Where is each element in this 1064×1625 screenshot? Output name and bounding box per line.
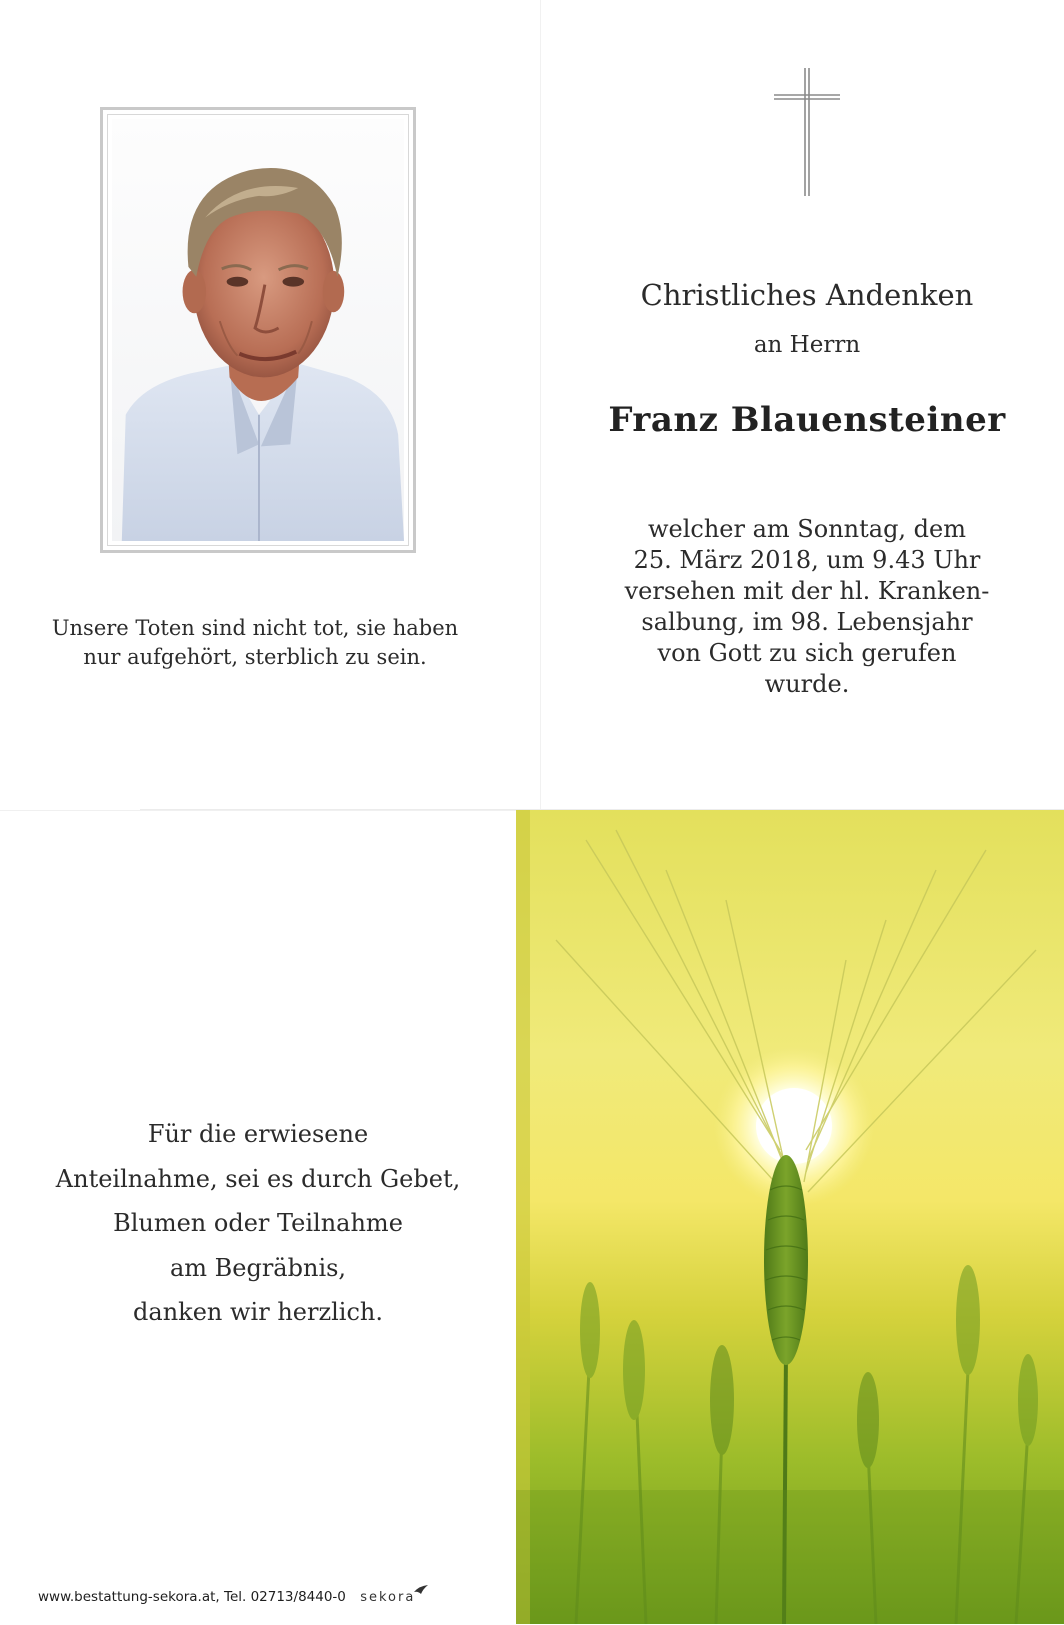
wheat-field-image (516, 810, 1064, 1624)
details-line: 25. März 2018, um 9.43 Uhr (633, 546, 981, 574)
portrait-photo (112, 119, 404, 541)
footer (38, 1589, 508, 1605)
details-line: versehen mit der hl. Kranken- (624, 577, 990, 605)
details-line: von Gott zu sich gerufen (657, 639, 957, 667)
thanks-line: am Begräbnis, (169, 1253, 347, 1282)
thanks-line: Blumen oder Teilnahme (113, 1209, 403, 1237)
thanks-line: Anteilnahme, sei es durch Gebet, (55, 1164, 461, 1193)
wheat-illustration (516, 810, 1064, 1624)
thanks-line: danken wir herzlich. (133, 1298, 383, 1326)
announcement-subheading: an Herrn (753, 332, 861, 358)
thanks-text (30, 1112, 486, 1335)
sekora-logo (360, 1590, 415, 1605)
bird-icon (413, 1584, 429, 1596)
footer-contact: www.bestattung-sekora.at, Tel. 02713/8440-0 (38, 1589, 346, 1605)
details-line: welcher am Sonntag, dem (647, 515, 967, 543)
cross-icon (774, 68, 840, 196)
portrait-frame (100, 107, 416, 553)
deceased-name: Franz Blauensteiner (608, 400, 1006, 440)
details-line: salbung, im 98. Lebensjahr (641, 608, 973, 636)
thanks-line: Für die erwiesene (147, 1120, 369, 1148)
portrait-illustration (112, 119, 404, 541)
announcement-heading: Christliches Andenken (640, 278, 974, 312)
quote-line: nur aufgehört, sterblich zu sein. (83, 645, 427, 669)
logo-text: sekora (360, 1590, 416, 1605)
quote-line: Unsere Toten sind nicht tot, sie haben (51, 616, 459, 640)
announcement-details (560, 514, 1054, 700)
card-photo-panel (0, 0, 540, 810)
memorial-quote (30, 614, 480, 672)
details-line: wurde. (764, 670, 850, 698)
